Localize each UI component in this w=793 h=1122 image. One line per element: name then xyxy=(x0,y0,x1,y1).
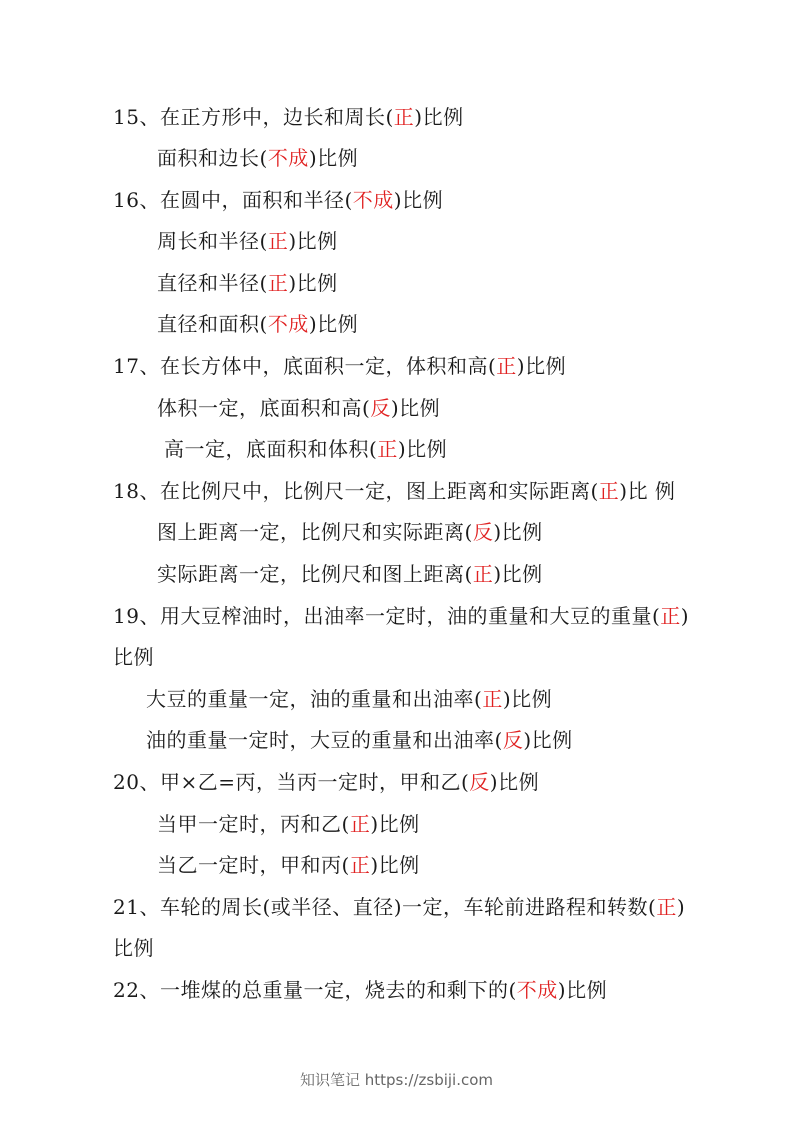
answer-text: 正 xyxy=(267,229,289,253)
text-line xyxy=(113,479,675,503)
text-line xyxy=(157,562,543,586)
line-text-suffix: )比例 xyxy=(393,188,444,212)
line-text-suffix: )比例 xyxy=(489,770,540,794)
text-line xyxy=(113,645,154,669)
line-text-suffix: ) xyxy=(676,895,686,919)
text-line xyxy=(113,936,154,960)
line-text: 实际距离一定，比例尺和图上距离( xyxy=(157,562,473,586)
answer-text: 正 xyxy=(656,895,677,919)
line-text: 当乙一定时，甲和丙( xyxy=(157,853,350,877)
line-text-suffix: )比例 xyxy=(493,520,543,544)
line-text-suffix: )比例 xyxy=(397,437,448,461)
line-text: 周长和半径( xyxy=(157,229,268,253)
line-text: 17、在长方体中，底面积一定，体积和高( xyxy=(113,354,497,378)
text-line xyxy=(113,105,464,129)
text-line xyxy=(157,520,543,544)
text-line xyxy=(113,354,566,378)
line-text-suffix: )比例 xyxy=(523,728,573,752)
line-text: 比例 xyxy=(113,645,154,669)
line-text: 20、甲×乙=丙，当丙一定时，甲和乙( xyxy=(113,770,470,794)
answer-text: 正 xyxy=(377,437,398,461)
line-text-suffix: )比例 xyxy=(308,312,359,336)
line-text-suffix: )比例 xyxy=(390,396,441,420)
text-line xyxy=(157,146,358,170)
line-text: 体积一定，底面积和高( xyxy=(157,396,371,420)
answer-text: 正 xyxy=(496,354,517,378)
line-text: 高一定，底面积和体积( xyxy=(164,437,378,461)
answer-text: 不成 xyxy=(267,312,309,336)
line-text: 15、在正方形中，边长和周长( xyxy=(113,105,394,129)
line-text: 油的重量一定时，大豆的重量和出油率( xyxy=(146,728,503,752)
answer-text: 不成 xyxy=(267,146,309,170)
text-line xyxy=(157,396,440,420)
text-line xyxy=(157,271,338,295)
text-line xyxy=(113,604,689,628)
text-line xyxy=(146,687,552,711)
line-text-suffix: )比例 xyxy=(370,853,420,877)
line-text-suffix: )比例 xyxy=(516,354,567,378)
text-line xyxy=(113,895,685,919)
answer-text: 反 xyxy=(370,396,391,420)
line-text: 当甲一定时，丙和乙( xyxy=(157,812,350,836)
line-text: 21、车轮的周长(或半径、直径)一定，车轮前进路程和转数( xyxy=(113,895,657,919)
text-line xyxy=(113,770,539,794)
answer-text: 正 xyxy=(598,479,620,503)
text-line xyxy=(157,853,420,877)
text-line xyxy=(113,978,607,1002)
text-line xyxy=(146,728,573,752)
answer-text: 反 xyxy=(469,770,490,794)
text-line xyxy=(164,437,447,461)
line-text-suffix: )比例 xyxy=(557,978,608,1002)
answer-text: 正 xyxy=(393,105,415,129)
footer-watermark: 知识笔记 https://zsbiji.com xyxy=(299,1071,494,1089)
line-text-suffix: )比例 xyxy=(414,105,464,129)
answer-text: 不成 xyxy=(352,188,394,212)
line-text-suffix: )比例 xyxy=(370,812,420,836)
answer-text: 正 xyxy=(349,853,371,877)
line-text: 直径和面积( xyxy=(157,312,268,336)
answer-text: 正 xyxy=(349,812,371,836)
text-line xyxy=(157,812,420,836)
answer-text: 反 xyxy=(472,520,494,544)
line-text-suffix: )比例 xyxy=(308,146,359,170)
line-text: 面积和边长( xyxy=(157,146,268,170)
answer-text: 正 xyxy=(482,687,503,711)
line-text: 19、用大豆榨油时，出油率一定时，油的重量和大豆的重量( xyxy=(113,604,661,628)
line-text: 16、在圆中，面积和半径( xyxy=(113,188,353,212)
line-text-suffix: )比例 xyxy=(502,687,553,711)
line-text-suffix: ) xyxy=(680,604,690,628)
line-text: 18、在比例尺中，比例尺一定，图上距离和实际距离( xyxy=(113,479,599,503)
answer-text: 正 xyxy=(660,604,681,628)
line-text: 大豆的重量一定，油的重量和出油率( xyxy=(146,687,483,711)
line-text: 22、一堆煤的总重量一定，烧去的和剩下的( xyxy=(113,978,517,1002)
line-text: 直径和半径( xyxy=(157,271,268,295)
answer-text: 正 xyxy=(472,562,494,586)
answer-text: 反 xyxy=(502,728,524,752)
line-text-suffix: )比 例 xyxy=(619,479,676,503)
text-line xyxy=(157,312,358,336)
line-text: 比例 xyxy=(113,936,154,960)
line-text-suffix: )比例 xyxy=(493,562,543,586)
answer-text: 正 xyxy=(267,271,289,295)
line-text: 图上距离一定，比例尺和实际距离( xyxy=(157,520,473,544)
line-text-suffix: )比例 xyxy=(288,229,338,253)
text-line xyxy=(113,188,443,212)
text-line xyxy=(157,229,338,253)
answer-text: 不成 xyxy=(516,978,558,1002)
line-text-suffix: )比例 xyxy=(288,271,338,295)
